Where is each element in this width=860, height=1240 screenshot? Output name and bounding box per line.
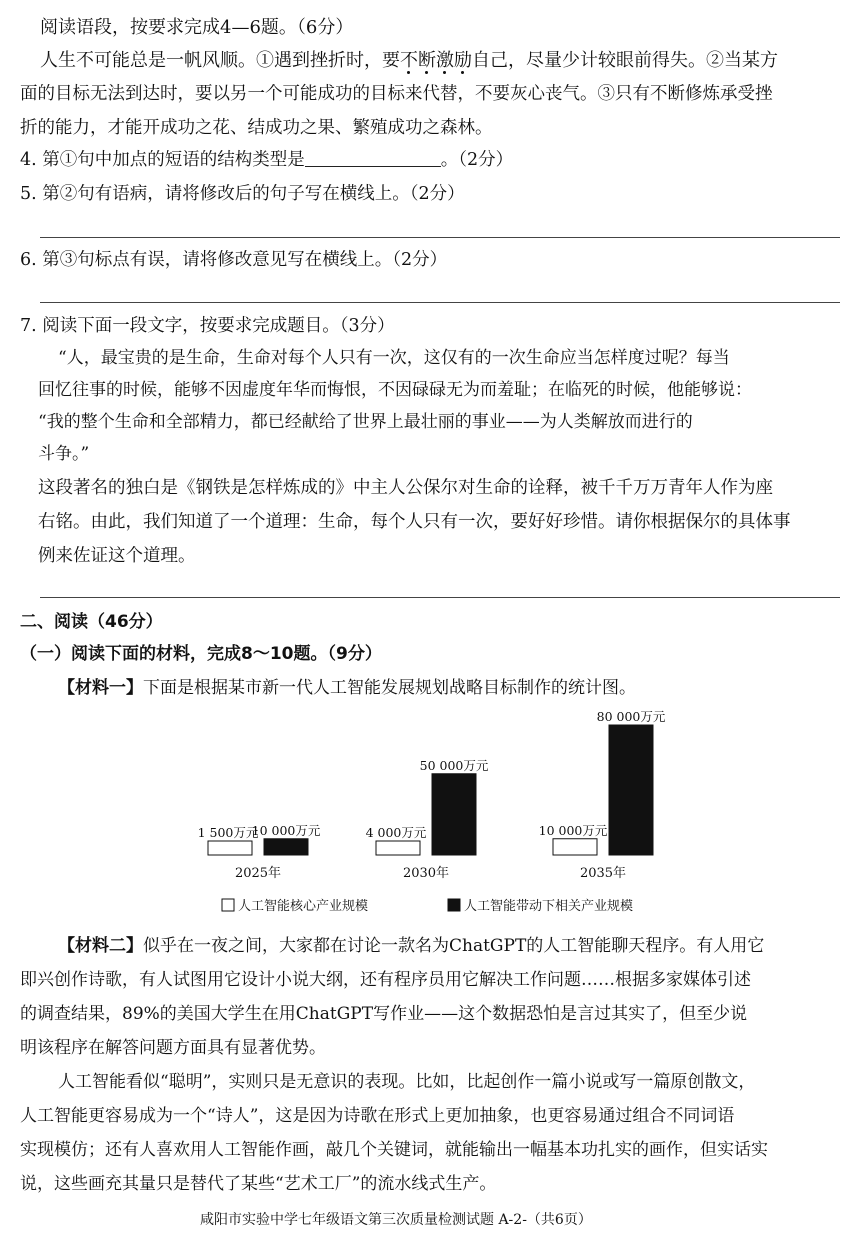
question-7-title: 7. 阅读下面一段文字，按要求完成题目。（3分） [20, 316, 395, 336]
legend-label: 人工智能核心产业规模 [238, 899, 369, 914]
bar [208, 841, 252, 855]
quote-line: 斗争。” [38, 444, 90, 464]
part-2-title: 二、阅读（46分） [20, 612, 163, 632]
answer-blank[interactable] [305, 149, 441, 167]
material-2-tag: 【材料二】 [58, 936, 143, 956]
question-5: 5. 第②句有语病，请将修改后的句子写在横线上。（2分） [20, 184, 465, 204]
quote-line: 回忆往事的时候，能够不因虚度年华而悔恨，不因碌碌无为而羞耻；在临死的时候，他能够说： [38, 380, 752, 400]
passage-line-1 [40, 48, 778, 74]
material-2-line: 【材料二】似乎在一夜之间，大家都在讨论一款名为ChatGPT的人工智能聊天程序。有人用它 [58, 936, 765, 956]
dotted-phrase: 不断激励 [400, 48, 472, 74]
task-line: 这段著名的独白是《钢铁是怎样炼成的》中主人公保尔对生命的诠释，被千千万万青年人作为座 [38, 478, 773, 498]
answer-line-5[interactable] [40, 237, 840, 238]
material-2-line: 明该程序在解答问题方面具有显著优势。 [20, 1038, 326, 1058]
bar [553, 839, 597, 855]
page-footer: 咸阳市实验中学七年级语文第三次质量检测试题 A-2-（共6页） [200, 1212, 592, 1228]
passage-line-2: 面的目标无法到达时，要以另一个可能成功的目标来代替，不要灰心丧气。③只有不断修炼承受挫 [20, 84, 773, 104]
data-label: 1 500万元 [197, 825, 259, 840]
task-line: 例来佐证这个道理。 [38, 546, 196, 566]
answer-line-6[interactable] [40, 302, 840, 303]
legend-swatch-core [222, 899, 234, 911]
answer-line-7[interactable] [40, 597, 840, 598]
section-intro: 阅读语段，按要求完成4—6题。（6分） [40, 17, 354, 38]
quote-line: “我的整个生命和全部精力，都已经献给了世界上最壮丽的事业——为人类解放而进行的 [38, 412, 693, 432]
part-2-subtitle: （一）阅读下面的材料，完成8～10题。（9分） [20, 644, 382, 664]
material-1-intro: 【材料一】下面是根据某市新一代人工智能发展规划战略目标制作的统计图。 [58, 678, 636, 698]
material-2-line: 说，这些画充其量只是替代了某些“艺术工厂”的流水线式生产。 [20, 1174, 497, 1194]
question-6: 6. 第③句标点有误，请将修改意见写在横线上。（2分） [20, 250, 448, 270]
data-label: 4 000万元 [365, 825, 427, 840]
task-line: 右铭。由此，我们知道了一个道理：生命，每个人只有一次，要好好珍惜。请你根据保尔的具体事 [38, 512, 791, 532]
legend-swatch-related [448, 899, 460, 911]
quote-line: “人，最宝贵的是生命，生命对每个人只有一次，这仅有的一次生命应当怎样度过呢？每当 [58, 348, 730, 368]
material-2-line: 人工智能看似“聪明”，实则只是无意识的表现。比如，比起创作一篇小说或写一篇原创散文， [58, 1072, 756, 1092]
passage-line-3: 折的能力，才能开成功之花、结成功之果、繁殖成功之森林。 [20, 118, 493, 138]
category-label: 2035年 [579, 866, 627, 881]
category-label: 2025年 [234, 866, 282, 881]
bar [376, 841, 420, 855]
bar [264, 839, 308, 855]
category-label: 2030年 [402, 866, 450, 881]
data-label: 10 000万元 [251, 822, 321, 838]
passage-text: 人生不可能总是一帆风顺。①遇到挫折时，要 [40, 50, 400, 71]
material-1-tag: 【材料一】 [58, 678, 143, 698]
bar-chart [170, 700, 690, 930]
data-label: 10 000万元 [538, 822, 608, 838]
question-4: 4. 第①句中加点的短语的结构类型是 。（2分） [20, 150, 514, 170]
data-label: 50 000万元 [419, 757, 489, 773]
data-label: 80 000万元 [596, 709, 666, 724]
bar [609, 725, 653, 855]
material-2-line: 人工智能更容易成为一个“诗人”，这是因为诗歌在形式上更加抽象，也更容易通过组合不同词语 [20, 1106, 735, 1126]
material-2-line: 实现模仿；还有人喜欢用人工智能作画，敲几个关键词，就能输出一幅基本功扎实的画作，但实话实 [20, 1140, 768, 1160]
material-2-line: 的调查结果，89%的美国大学生在用ChatGPT写作业——这个数据恐怕是言过其实了，但至少说 [20, 1004, 748, 1024]
legend-label: 人工智能带动下相关产业规模 [464, 899, 634, 914]
material-2-line: 即兴创作诗歌，有人试图用它设计小说大纲，还有程序员用它解决工作问题……根据多家媒体引述 [20, 970, 751, 990]
bar [432, 774, 476, 855]
passage-text: 自己，尽量少计较眼前得失。②当某方 [472, 50, 778, 71]
